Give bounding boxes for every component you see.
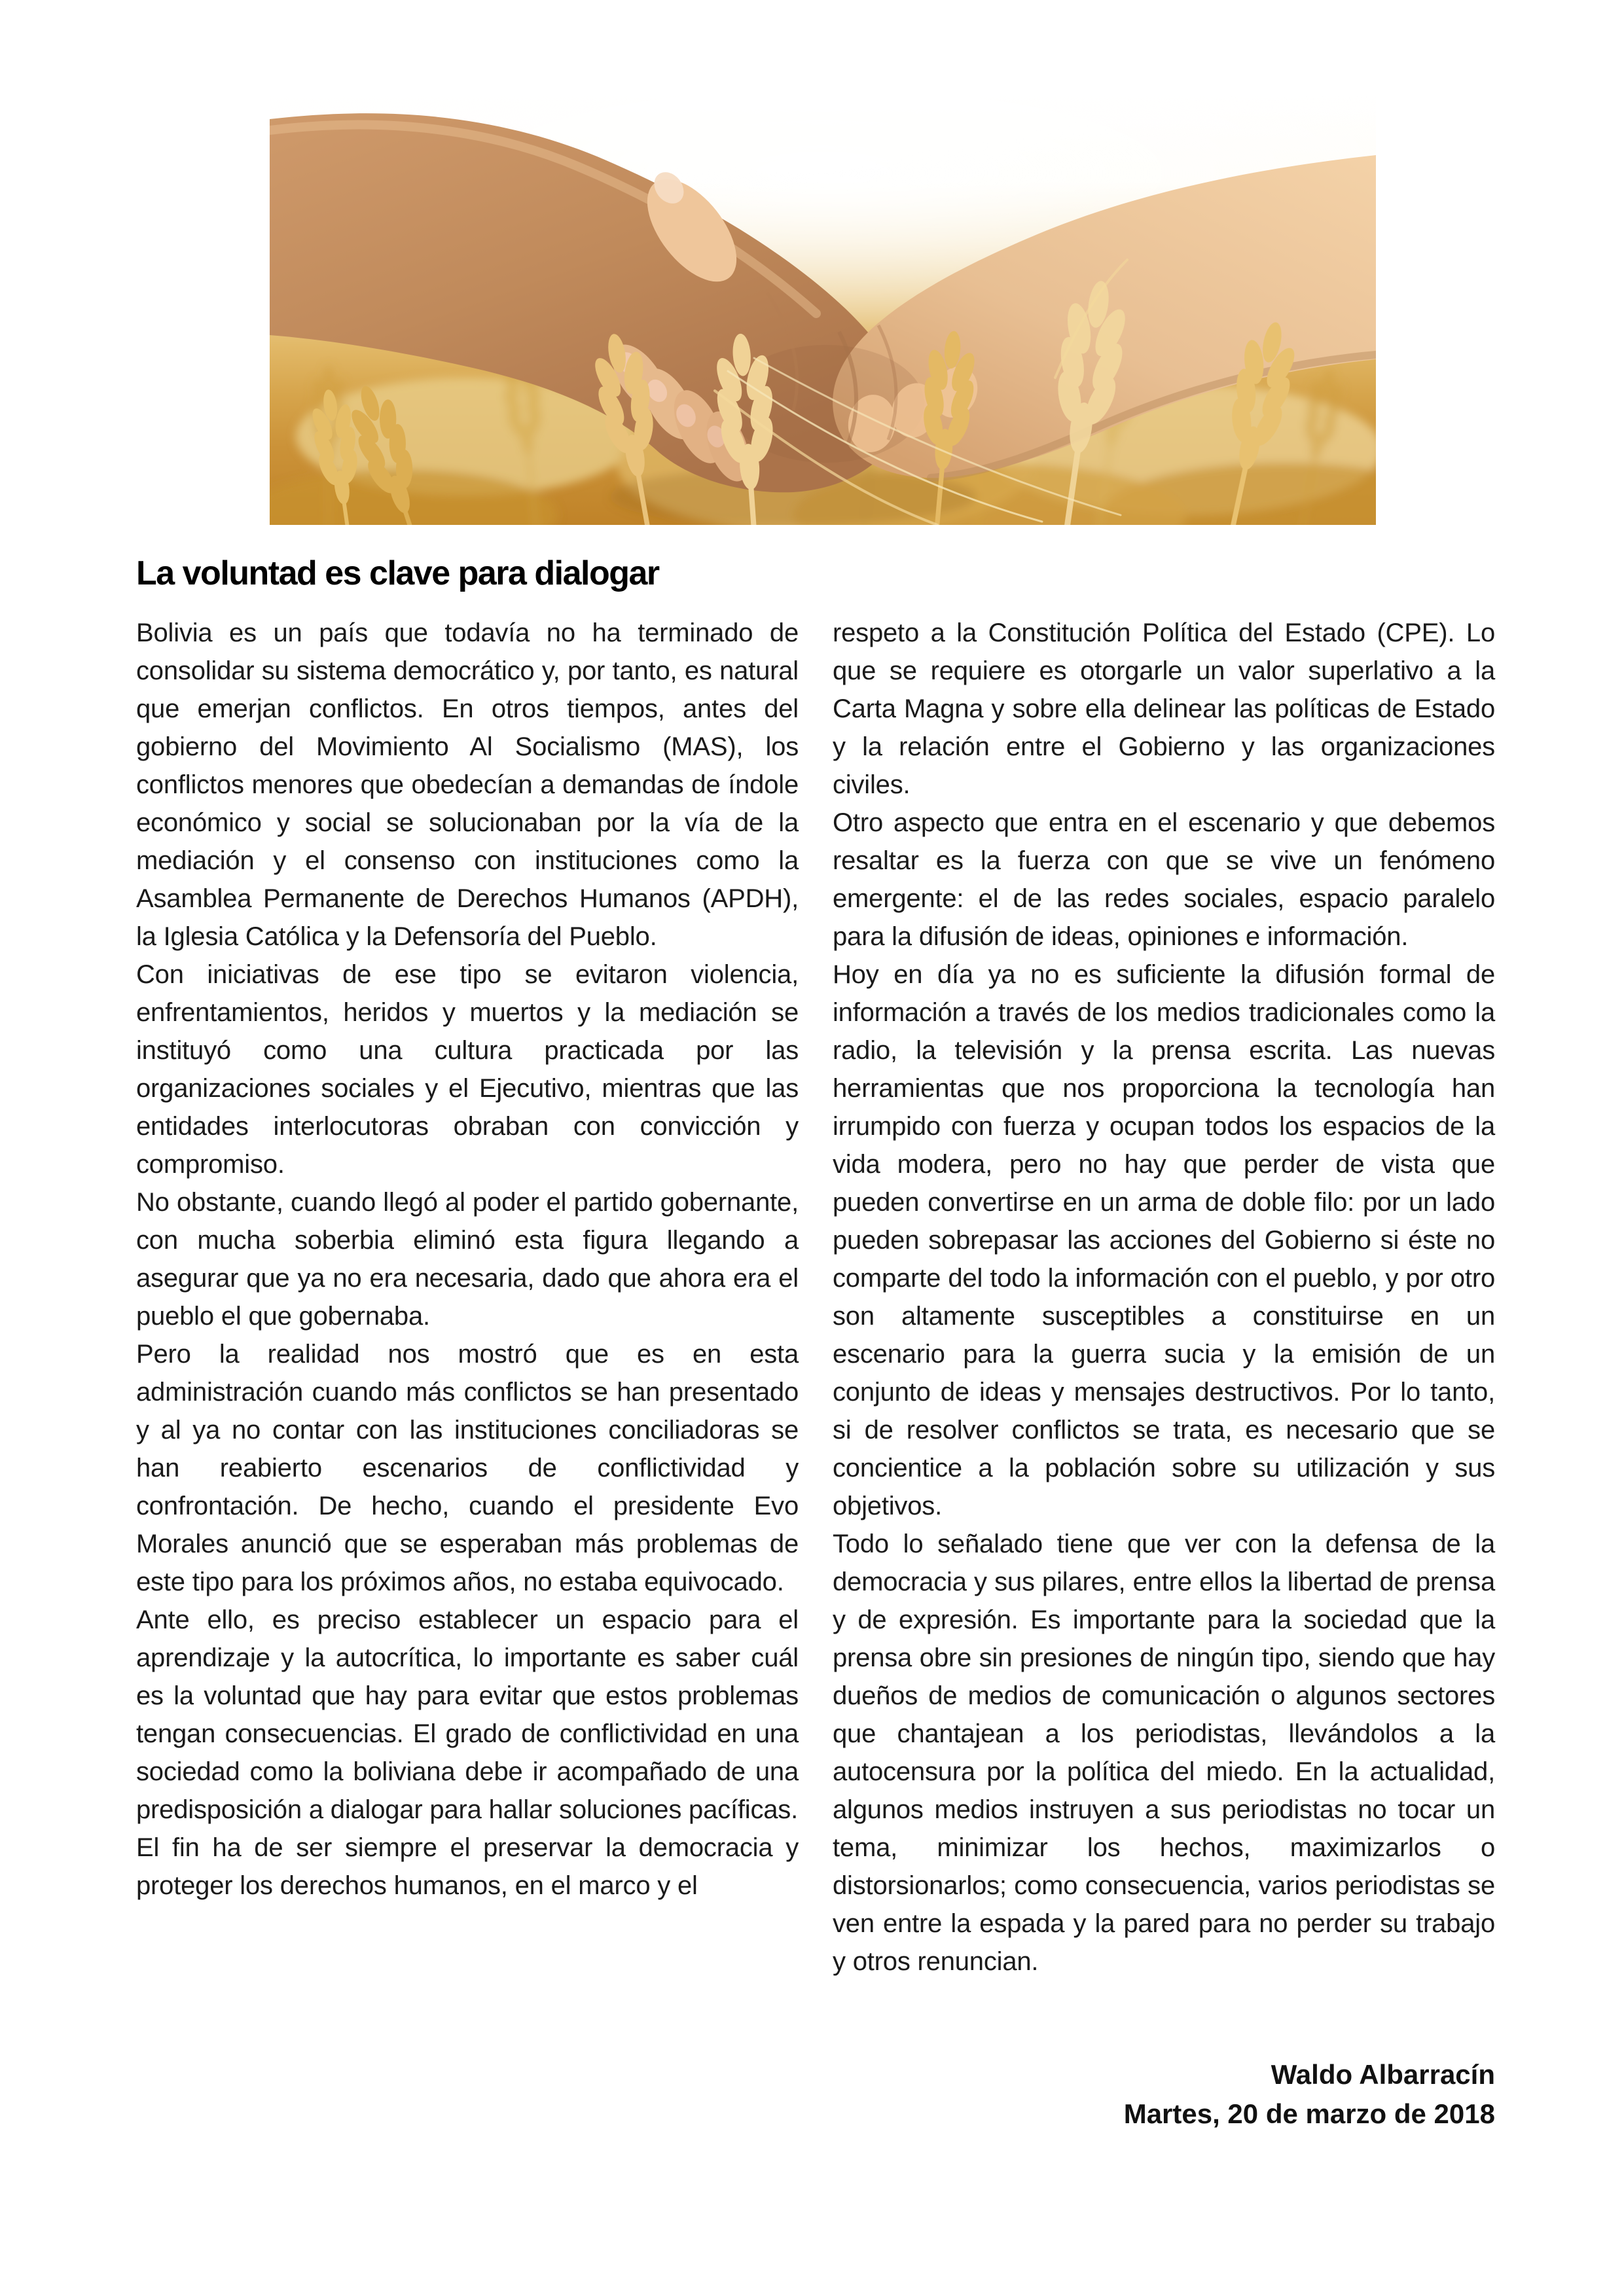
article-title: La voluntad es clave para dialogar bbox=[136, 554, 659, 592]
signature-date: Martes, 20 de marzo de 2018 bbox=[1123, 2098, 1495, 2129]
handshake-photo-illustration bbox=[270, 96, 1376, 525]
paragraph: No obstante, cuando llegó al poder el partido gobernante, con mucha soberbia eliminó esta figura llegando a asegurar que ya no era necesaria, dado que ahora era el pueblo el que gobernaba. bbox=[136, 1188, 799, 1331]
article-column-right bbox=[833, 614, 1495, 1981]
handshake-photo bbox=[270, 96, 1376, 525]
paragraph: El fin ha de ser siempre el preservar la democracia y proteger los derechos humanos, en el marco y el bbox=[136, 1833, 799, 1900]
signature-block bbox=[1124, 2055, 1495, 2134]
paragraph: Otro aspecto que entra en el escenario y que debemos resaltar es la fuerza con que se vive un fenómeno emergente: el de las redes sociales, espacio paralelo para la difusión de ideas, opiniones e información. bbox=[833, 808, 1495, 951]
article-column-left bbox=[136, 614, 799, 1981]
paragraph: Con iniciativas de ese tipo se evitaron violencia, enfrentamientos, heridos y muertos y la mediación se instituyó como una cultura practicada por las organizaciones sociales y el Ejecutivo, mientras que las entidades interlocutoras obraban con convicción y compromiso. bbox=[136, 960, 799, 1179]
article-body bbox=[136, 614, 1495, 1981]
paragraph: Hoy en día ya no es suficiente la difusión formal de información a través de los medios tradicionales como la radio, la televisión y la prensa escrita. Las nuevas herramientas que nos proporciona la tecnología han irrumpido con fuerza y ocupan todos los espacios de la vida modera, pero no hay que perder de vista que pueden convertirse en un arma de doble filo: por un lado pueden sobrepasar las acciones del Gobierno si éste no comparte del todo la información con el pueblo, y por otro son altamente susceptibles a constituirse en un escenario para la guerra sucia y la emisión de un conjunto de ideas y mensajes destructivos. Por lo tanto, si de resolver conflictos se trata, es necesario que se concientice a la población sobre su utilización y sus objetivos. bbox=[833, 960, 1495, 1520]
paragraph: Ante ello, es preciso establecer un espacio para el aprendizaje y la autocrítica, lo importante es saber cuál es la voluntad que hay para evitar que estos problemas tengan consecuencias. El grado de conflictividad en una sociedad como la boliviana debe ir acompañado de una predisposición a dialogar para hallar soluciones pacíficas. bbox=[136, 1605, 799, 1824]
paragraph: Todo lo señalado tiene que ver con la defensa de la democracia y sus pilares, entre ellos la libertad de prensa y de expresión. Es importante para la sociedad que la prensa obre sin presiones de ningún tipo, siendo que hay dueños de medios de comunicación o algunos sectores que chantajean a los periodistas, llevándolos a la autocensura por la política del miedo. En la actualidad, algunos medios instruyen a sus periodistas no tocar un tema, minimizar los hechos, maximizarlos o distorsionarlos; como consecuencia, varios periodistas se ven entre la espada y la pared para no perder su trabajo y otros renuncian. bbox=[833, 1530, 1495, 1976]
paragraph: Pero la realidad nos mostró que es en esta administración cuando más conflictos se han presentado y al ya no contar con las instituciones conciliadoras se han reabierto escenarios de conflictividad y confrontación. De hecho, cuando el presidente Evo Morales anunció que se esperaban más problemas de este tipo para los próximos años, no estaba equivocado. bbox=[136, 1340, 799, 1596]
paragraph: respeto a la Constitución Política del Estado (CPE). Lo que se requiere es otorgarle un valor superlativo a la Carta Magna y sobre ella delinear las políticas de Estado y la relación entre el Gobierno y las organizaciones civiles. bbox=[833, 619, 1495, 799]
paragraph: Bolivia es un país que todavía no ha terminado de consolidar su sistema democrático y, por tanto, es natural que emerjan conflictos. En otros tiempos, antes del gobierno del Movimiento Al Socialismo (MAS), los conflictos menores que obedecían a demandas de índole económico y social se solucionaban por la vía de la mediación y el consenso con instituciones como la Asamblea Permanente de Derechos Humanos (APDH), la Iglesia Católica y la Defensoría del Pueblo. bbox=[136, 619, 799, 951]
signature-author: Waldo Albarracín bbox=[1271, 2059, 1495, 2090]
